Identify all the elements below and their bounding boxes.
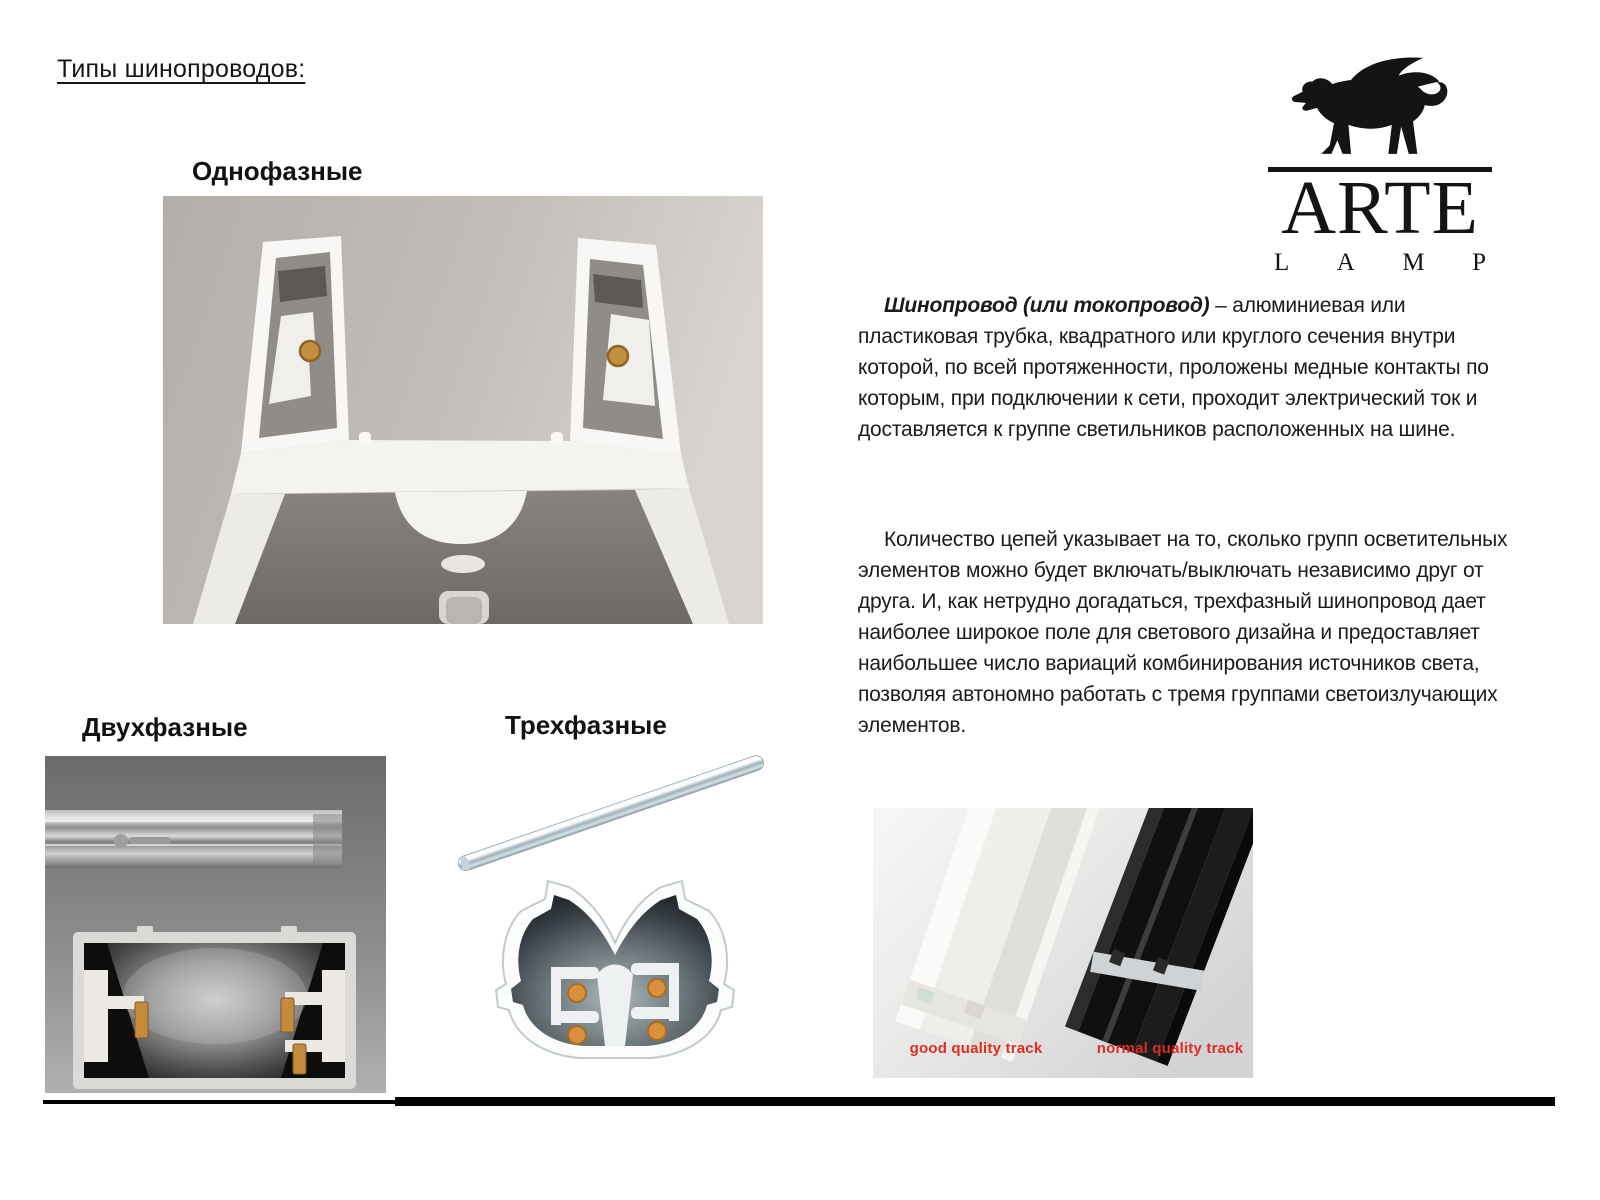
copper-contact bbox=[300, 341, 320, 361]
copper-contact bbox=[293, 1044, 306, 1074]
copper-contact bbox=[648, 1022, 666, 1040]
label-single-phase: Однофазные bbox=[192, 156, 363, 186]
photo-three-phase-track bbox=[448, 735, 778, 1070]
good-quality-label: good quality track bbox=[909, 1040, 1043, 1057]
page-title: Типы шинопроводов: bbox=[57, 55, 306, 83]
logo-letter: M bbox=[1402, 249, 1425, 276]
metal-tube bbox=[456, 754, 765, 873]
winged-lion-logo-icon bbox=[1283, 50, 1453, 165]
logo-wordmark: ARTE bbox=[1281, 166, 1479, 250]
track-cross-section bbox=[496, 881, 734, 1058]
photo-two-phase-track bbox=[45, 756, 386, 1093]
logo-letter: A bbox=[1336, 249, 1355, 276]
paragraph-body: – алюминиевая или пластиковая трубка, квадратного или круглого сечения внутри которой, по всей протяженности, проложены медные контакты по которым, при подключении к сети, проходит электрический ток и доставляется к группе светильников расположенных на шине. bbox=[858, 294, 1489, 441]
copper-contact bbox=[568, 1026, 586, 1044]
copper-contact bbox=[135, 1002, 148, 1038]
photo-quality-comparison bbox=[873, 808, 1253, 1078]
paragraph-definition bbox=[858, 290, 1508, 445]
normal-quality-label: normal quality track bbox=[1096, 1040, 1244, 1057]
bottom-rule-thick bbox=[395, 1097, 1555, 1106]
paragraph-circuits: Количество цепей указывает на то, сколько групп осветительных элементов можно будет включать/выключать независимо друг от друга. И, как нетрудно догадаться, трехфазный шинопровод дает наиболее широкое поле для светового дизайна и предоставляет наибольшее число вариаций комбинирования источников света, позволяя автономно работать с тремя группами светоизлучающих элементов. bbox=[858, 528, 1508, 737]
photo-single-phase-track bbox=[163, 196, 763, 624]
quality-comparison-image bbox=[873, 808, 1253, 1078]
bottom-rule-thin bbox=[43, 1100, 395, 1104]
copper-contact bbox=[281, 998, 294, 1032]
logo-letter: P bbox=[1472, 249, 1486, 276]
paragraph-lead-term: Шинопровод (или токопровод) bbox=[884, 294, 1210, 317]
copper-contact bbox=[568, 984, 586, 1002]
label-two-phase: Двухфазные bbox=[82, 712, 248, 742]
logo-subtitle bbox=[1274, 249, 1486, 277]
label-three-phase: Трехфазные bbox=[505, 710, 667, 740]
copper-contact bbox=[608, 346, 628, 366]
copper-contact bbox=[648, 979, 666, 997]
logo-letter: L bbox=[1274, 249, 1290, 276]
